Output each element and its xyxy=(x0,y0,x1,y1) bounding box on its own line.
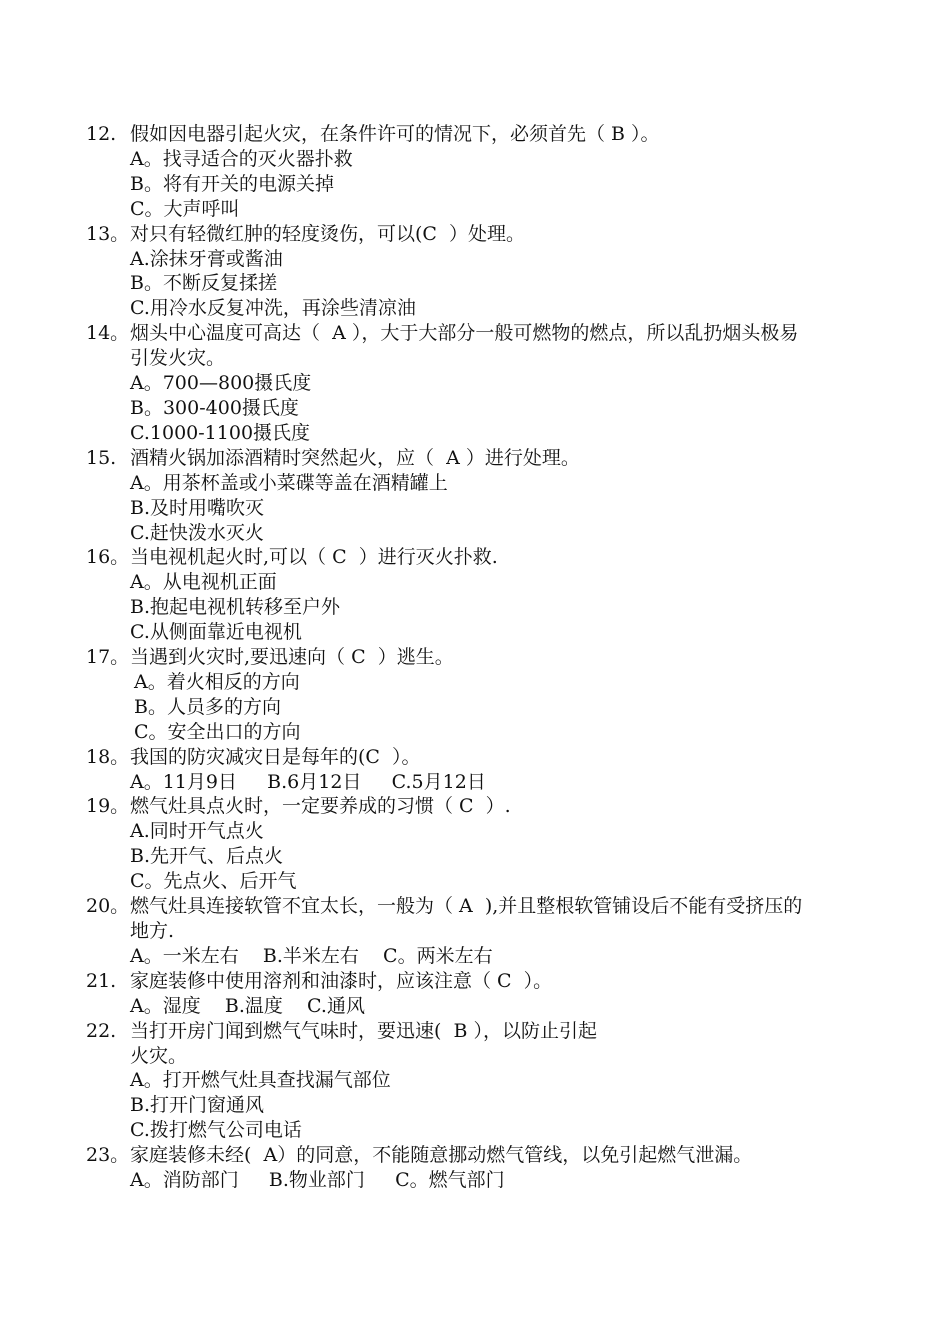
answer-option: B.及时用嘴吹灭 xyxy=(130,496,265,519)
answer-option: A.同时开气点火 xyxy=(130,820,264,843)
answer-option: A。用茶杯盖或小菜碟等盖在酒精罐上 xyxy=(130,471,448,494)
question-text: 假如因电器引起火灾，在条件许可的情况下，必须首先（ B ）。 xyxy=(130,123,660,145)
answer-option: C。安全出口的方向 xyxy=(134,720,301,743)
answer-option: C.1000-1100摄氏度 xyxy=(130,421,311,444)
question-text: 当电视机起火时,可以（ C ）进行灭火扑救. xyxy=(130,546,498,569)
answer-option: B。不断反复揉搓 xyxy=(130,272,277,295)
question-item xyxy=(0,1019,950,1144)
answer-option: A。打开燃气灶具查找漏气部位 xyxy=(130,1069,391,1092)
question-number: 12. xyxy=(86,123,117,145)
question-text: 烟头中心温度可高达（ A ），大于大部分一般可燃物的燃点，所以乱扔烟头极易引发火灾。 xyxy=(130,322,799,370)
question-number: 21. xyxy=(86,969,117,992)
answer-option: A.涂抹牙膏或酱油 xyxy=(130,247,283,270)
question-text: 当遇到火灾时,要迅速向（ C ）逃生。 xyxy=(130,646,454,669)
answer-option: C.赶快泼水灭火 xyxy=(130,521,264,544)
question-list xyxy=(0,122,950,1193)
question-number: 22. xyxy=(86,1019,117,1042)
question-item xyxy=(0,545,950,645)
question-text: 燃气灶具点火时，一定要养成的习惯（ C ）. xyxy=(130,795,511,818)
answer-option: A。一米左右 B.半米左右 C。两米左右 xyxy=(130,944,493,967)
answer-option: A。700—800摄氏度 xyxy=(130,372,312,395)
question-text: 家庭装修中使用溶剂和油漆时，应该注意（ C ）。 xyxy=(130,969,553,992)
answer-option: B.打开门窗通风 xyxy=(130,1094,265,1117)
answer-option: A。着火相反的方向 xyxy=(134,670,300,693)
answer-option: C.拨打燃气公司电话 xyxy=(130,1119,302,1142)
answer-option: C。大声呼叫 xyxy=(130,197,240,220)
answer-option: A。消防部门 B.物业部门 C。燃气部门 xyxy=(130,1169,505,1192)
question-item xyxy=(0,645,950,745)
answer-option: C.从侧面靠近电视机 xyxy=(130,621,302,644)
answer-option: A。11月9日 B.6月12日 C.5月12日 xyxy=(130,770,486,793)
question-number: 15. xyxy=(86,446,117,469)
answer-option: A。从电视机正面 xyxy=(130,571,277,594)
question-text: 当打开房门闻到燃气气味时，要迅速( B ），以防止引起 火灾。 xyxy=(130,1019,597,1067)
question-number: 16。 xyxy=(86,546,130,569)
question-number: 14。 xyxy=(86,322,130,345)
question-item xyxy=(0,321,950,446)
question-number: 23。 xyxy=(86,1144,130,1167)
question-number: 18。 xyxy=(86,745,130,768)
question-item xyxy=(0,1143,950,1193)
question-number: 20。 xyxy=(86,895,130,918)
question-text: 家庭装修未经( A）的同意，不能随意挪动燃气管线，以免引起燃气泄漏。 xyxy=(130,1144,753,1167)
answer-option: C。先点火、后开气 xyxy=(130,870,297,893)
question-number: 13。 xyxy=(86,222,130,245)
question-item xyxy=(0,794,950,894)
question-item xyxy=(0,122,950,222)
answer-option: B。将有开关的电源关掉 xyxy=(130,172,334,195)
answer-option: C.用冷水反复冲洗，再涂些清凉油 xyxy=(130,297,416,320)
answer-option: B。300-400摄氏度 xyxy=(130,396,299,419)
question-item xyxy=(0,222,950,322)
question-item xyxy=(0,969,950,1019)
question-text: 燃气灶具连接软管不宜太长，一般为（ A ),并且整根软管铺设后不能有受挤压的地方. xyxy=(130,895,803,942)
question-number: 19。 xyxy=(86,795,130,818)
answer-option: B.先开气、后点火 xyxy=(130,845,284,868)
answer-option: B。人员多的方向 xyxy=(134,695,281,718)
question-number: 17。 xyxy=(86,646,130,669)
answer-option: A。找寻适合的灭火器扑救 xyxy=(130,147,353,170)
question-item xyxy=(0,446,950,546)
question-text: 对只有轻微红肿的轻度烫伤，可以(C ）处理。 xyxy=(130,222,526,245)
question-text: 酒精火锅加添酒精时突然起火，应（ A ）进行处理。 xyxy=(130,446,580,469)
answer-option: B.抱起电视机转移至户外 xyxy=(130,596,341,619)
question-item xyxy=(0,894,950,969)
question-item xyxy=(0,745,950,795)
answer-option: A。湿度 B.温度 C.通风 xyxy=(130,994,365,1017)
document-page xyxy=(0,122,950,1193)
question-text: 我国的防灾减灾日是每年的(C ）。 xyxy=(130,745,421,768)
